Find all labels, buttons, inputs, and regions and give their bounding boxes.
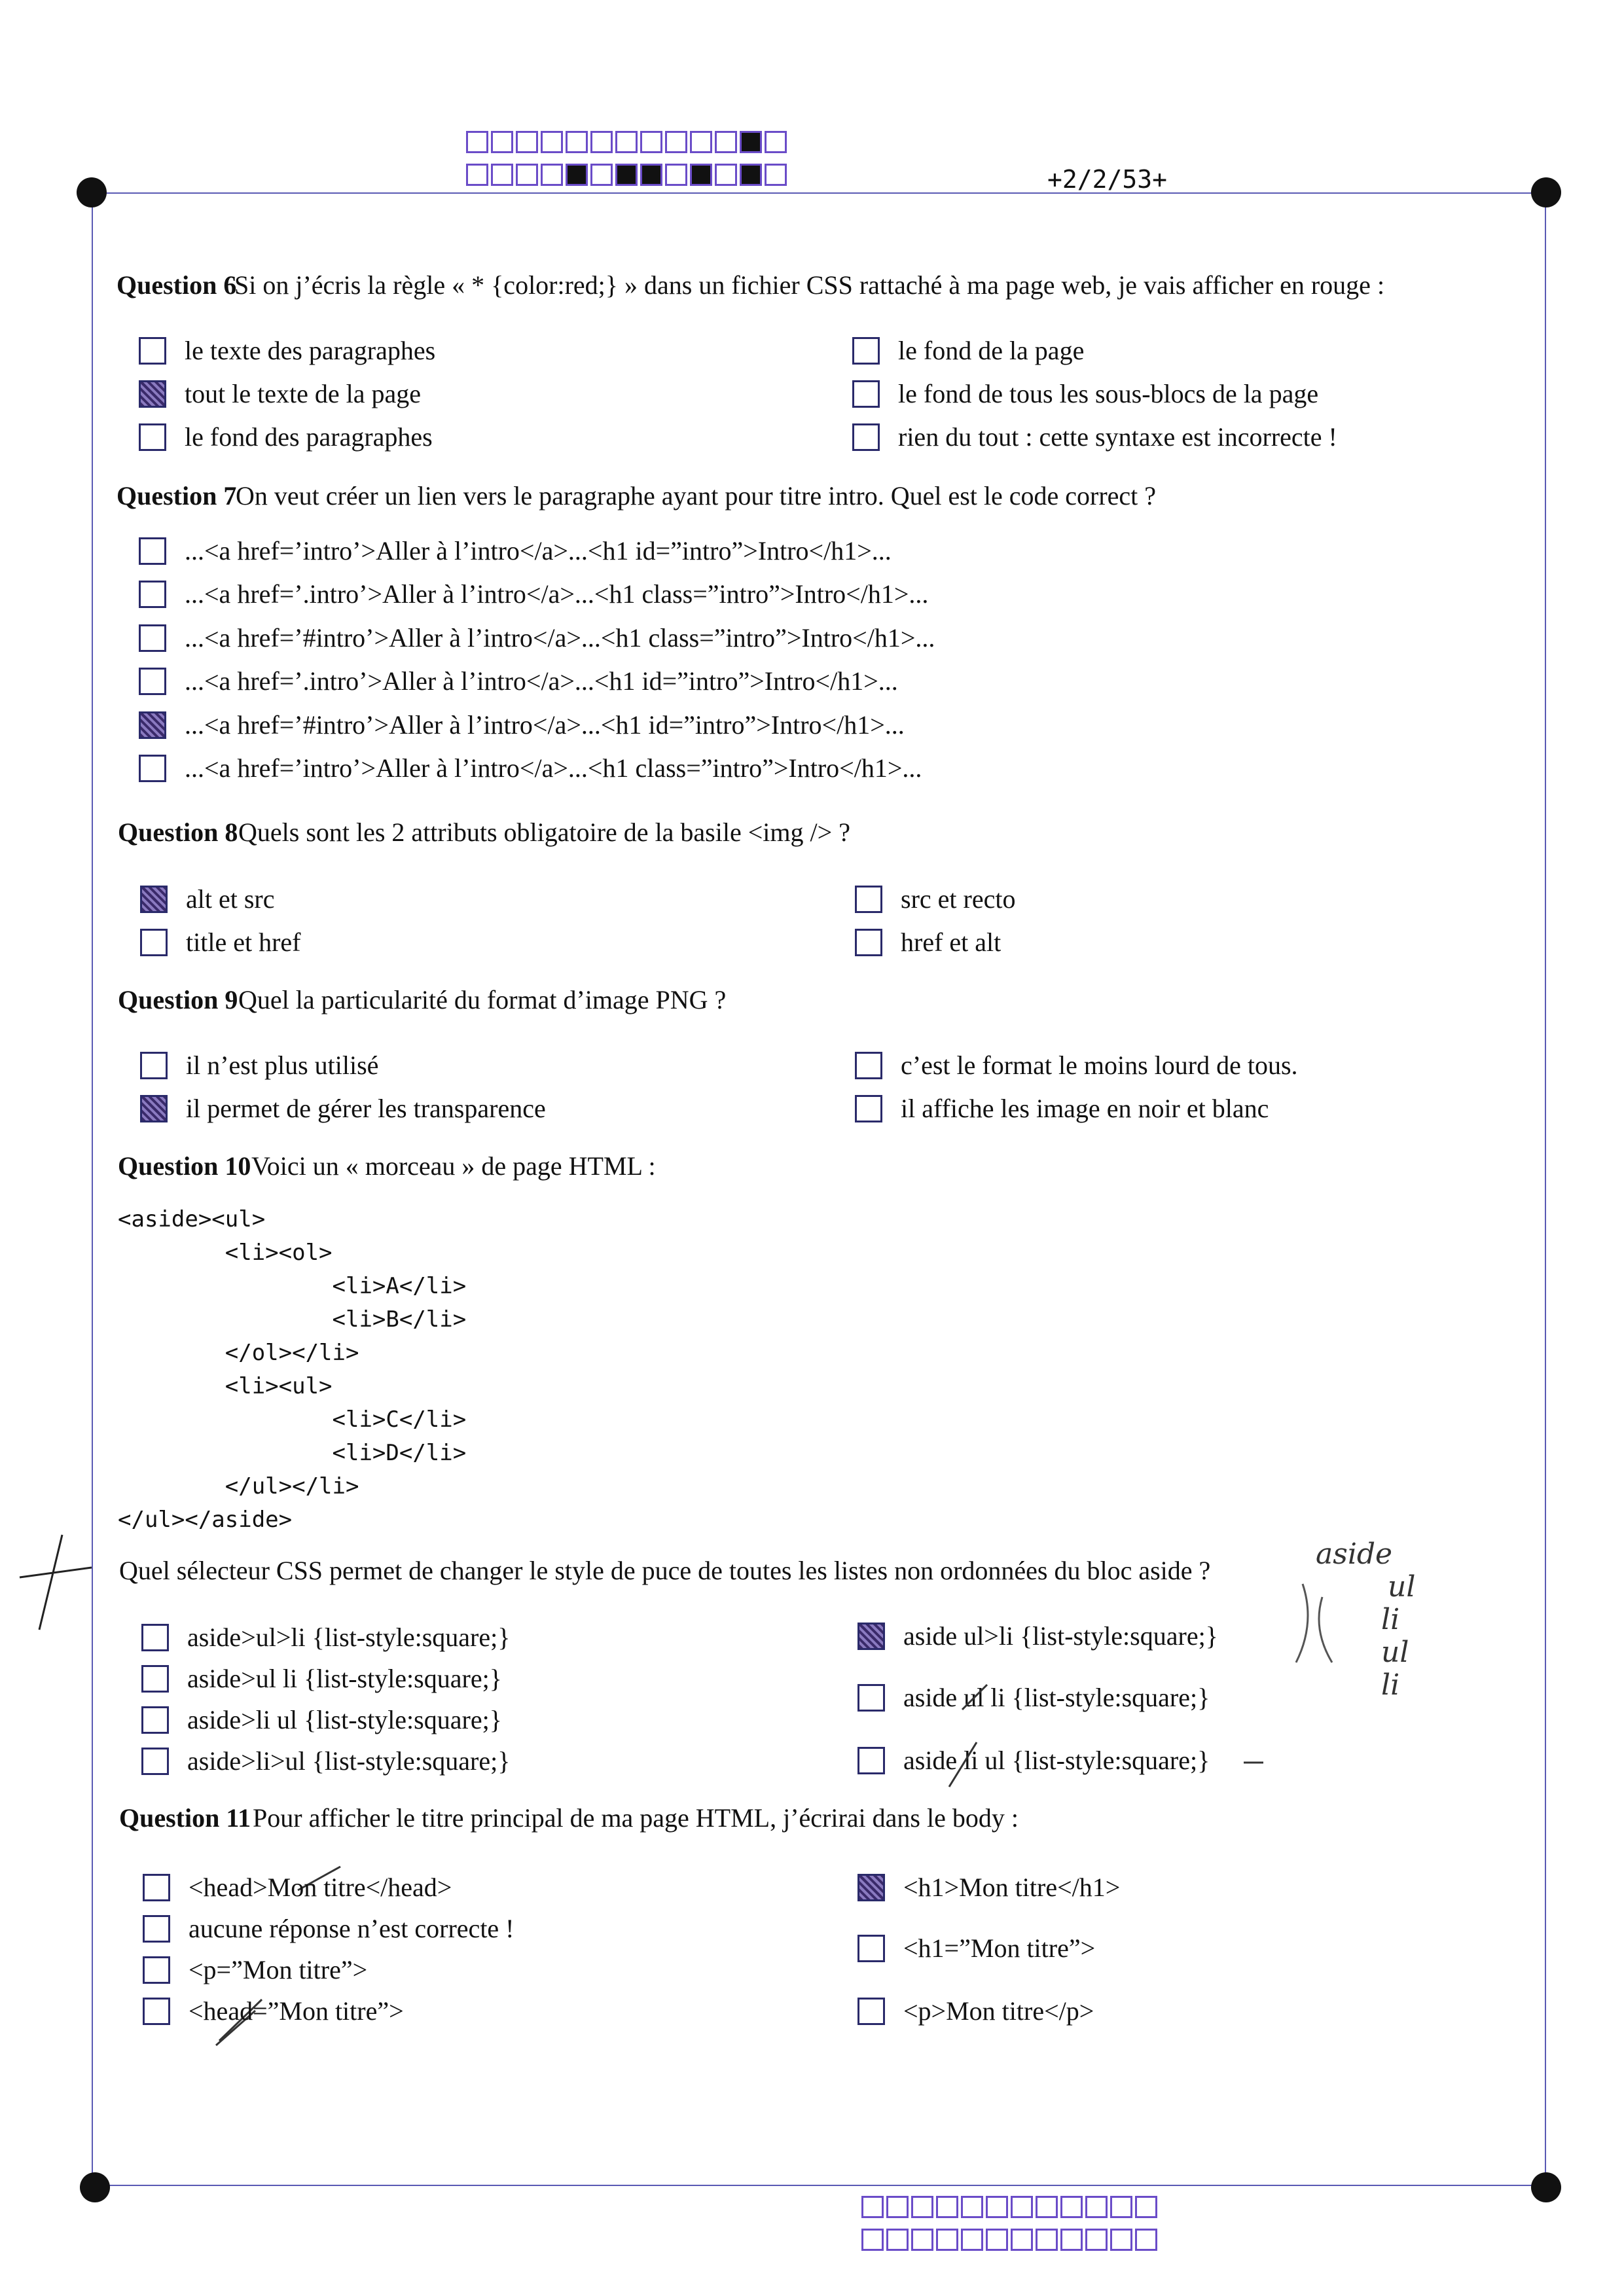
question-text: Quels sont les 2 attributs obligatoire de la basile <img /> ? [238,817,850,847]
option-label: le texte des paragraphes [185,336,436,365]
option-label: alt et src [186,884,275,914]
page-id: +2/2/53+ [1047,165,1168,194]
question-text: On veut créer un lien vers le paragraphe ayant pour titre intro. Quel est le code correct ? [236,481,1157,511]
option-label: aside ul>li {list-style:square;} [903,1621,1218,1651]
question-label: Question 6 [117,270,237,300]
code-line: <li>D</li> [118,1440,467,1466]
handwritten-word: li [1381,1603,1400,1636]
question-label: Question 8 [118,817,238,847]
option-label: <h1=”Mon titre”> [903,1933,1096,1963]
option-label: ...<a href=’.intro’>Aller à l’intro</a>...<h1 id=”intro”>Intro</h1>... [185,666,898,696]
answer-option[interactable] [143,1913,514,1944]
checkbox[interactable] [857,1874,885,1901]
option-label: ...<a href=’.intro’>Aller à l’intro</a>...<h1 class=”intro”>Intro</h1>... [185,579,929,609]
answer-option[interactable] [143,1872,452,1903]
code-line: </ul></li> [118,1473,359,1499]
option-label: aside>ul li {list-style:square;} [187,1664,502,1693]
code-line: </ul></aside> [118,1507,293,1533]
option-label: tout le texte de la page [185,379,421,408]
option-label: il n’est plus utilisé [186,1050,379,1080]
code-line: <li>B</li> [118,1306,467,1333]
code-line: <li><ol> [118,1240,333,1266]
answer-option[interactable] [857,1933,1095,1964]
code-line: <li>C</li> [118,1407,467,1433]
option-label: title et href [186,927,301,957]
option-label: le fond des paragraphes [185,422,433,452]
answer-option[interactable] [857,1872,1120,1903]
checkbox[interactable] [857,1998,885,2025]
question-text: Si on j’écris la règle « * {color:red;} » dans un fichier CSS rattaché à ma page web, je vais afficher en rouge : [234,270,1385,300]
option-label: aside ul li {list-style:square;} [903,1683,1210,1712]
question-label: Question 10 [118,1151,251,1181]
option-label: le fond de tous les sous-blocs de la page [898,379,1319,408]
code-line: <li>A</li> [118,1273,467,1299]
answer-option[interactable] [857,1996,1094,2026]
option-label: rien du tout : cette syntaxe est incorrecte ! [898,422,1337,452]
option-label: le fond de la page [898,336,1085,365]
checkbox[interactable] [143,1915,170,1943]
option-label: <head>Mon titre</head> [189,1873,452,1902]
checkbox[interactable] [857,1935,885,1962]
answer-option[interactable] [143,1996,404,2026]
question-label: Question 9 [118,985,238,1014]
handwritten-word: ul [1388,1570,1416,1604]
question-text: Pour afficher le titre principal de ma page HTML, j’écrirai dans le body : [253,1803,1019,1833]
handwritten-word: aside [1316,1537,1393,1571]
question-label: Question 11 [119,1803,251,1833]
handwritten-word: ul [1381,1636,1409,1669]
option-label: <p>Mon titre</p> [903,1996,1094,2026]
option-label: ...<a href=’intro’>Aller à l’intro</a>...<h1 id=”intro”>Intro</h1>... [185,536,892,565]
question-text: Quel sélecteur CSS permet de changer le style de puce de toutes les listes non ordonnées du bloc aside ? [119,1556,1211,1585]
question-text: Voici un « morceau » de page HTML : [251,1151,656,1181]
code-line: </ol></li> [118,1340,359,1366]
option-label: <head=”Mon titre”> [189,1996,404,2026]
option-label: <p=”Mon titre”> [189,1955,368,1984]
code-line: <aside><ul> [118,1206,266,1232]
option-label: src et recto [901,884,1016,914]
option-label: c’est le format le moins lourd de tous. [901,1050,1298,1080]
option-label: il permet de gérer les transparence [186,1094,546,1123]
question-label: Question 7 [117,481,237,511]
handwritten-word: li [1381,1668,1400,1702]
checkbox[interactable] [143,1998,170,2025]
option-label: il affiche les image en noir et blanc [901,1094,1269,1123]
code-line: <li><ul> [118,1373,333,1399]
checkbox[interactable] [143,1956,170,1984]
option-label: aside>li ul {list-style:square;} [187,1705,502,1734]
option-label: ...<a href=’#intro’>Aller à l’intro</a>...<h1 class=”intro”>Intro</h1>... [185,623,935,653]
option-label: aucune réponse n’est correcte ! [189,1914,514,1943]
option-label: aside li ul {list-style:square;} [903,1746,1210,1775]
option-label: <h1>Mon titre</h1> [903,1873,1121,1902]
question-11 [119,1803,1019,1833]
question-text: Quel la particularité du format d’image PNG ? [238,985,727,1014]
answer-option[interactable] [143,1954,367,1985]
checkbox[interactable] [143,1874,170,1901]
option-label: aside>li>ul {list-style:square;} [187,1746,511,1776]
option-label: ...<a href=’#intro’>Aller à l’intro</a>...<h1 id=”intro”>Intro</h1>... [185,710,905,740]
option-label: aside>ul>li {list-style:square;} [187,1623,511,1652]
option-label: href et alt [901,927,1001,957]
option-label: ...<a href=’intro’>Aller à l’intro</a>...<h1 class=”intro”>Intro</h1>... [185,753,922,783]
